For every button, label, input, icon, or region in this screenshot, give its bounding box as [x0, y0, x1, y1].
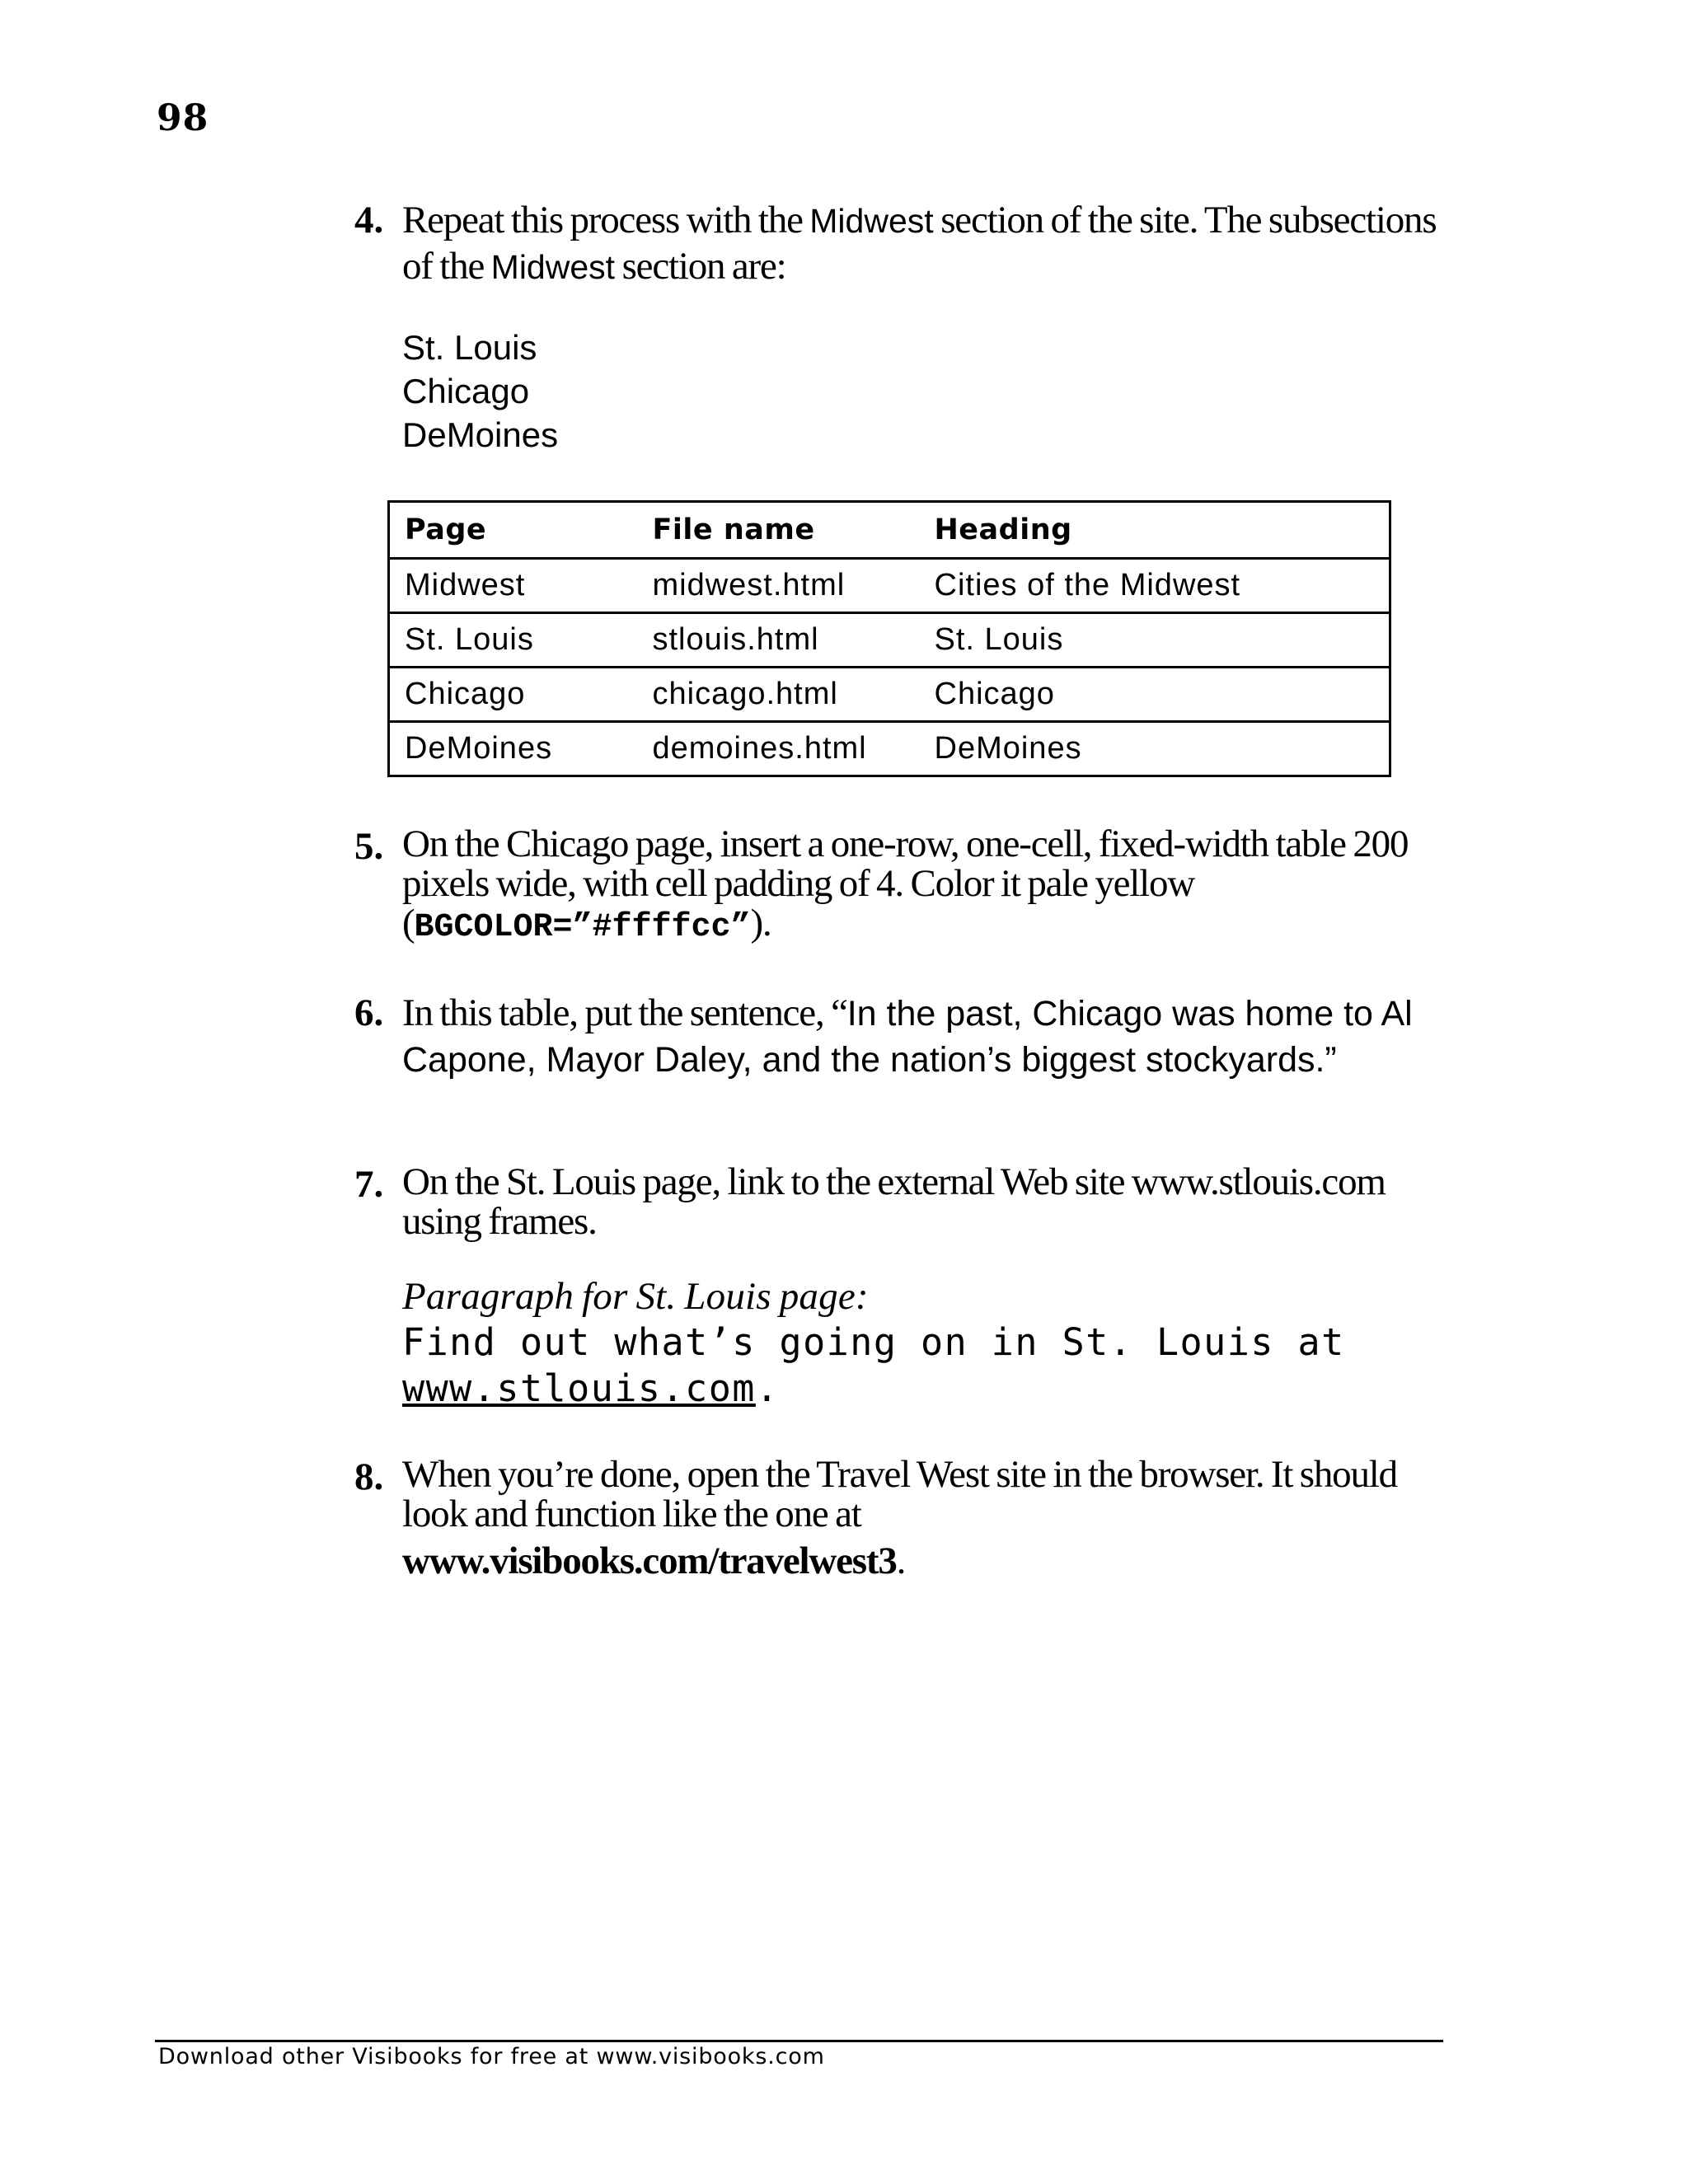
- table-cell: stlouis.html: [638, 613, 920, 668]
- table-header-row: [389, 502, 1390, 559]
- step-text: [402, 1455, 1451, 1534]
- page-number: 98: [157, 97, 209, 139]
- bgcolor-code: BGCOLOR=”#ffffcc”: [414, 909, 751, 946]
- step-text-part: .: [896, 1540, 906, 1582]
- step-text-part: section are:: [615, 245, 786, 288]
- table-cell: St. Louis: [389, 613, 638, 668]
- paragraph-text: [402, 1319, 1451, 1412]
- subsection-item: DeMoines: [402, 415, 559, 454]
- step-number: 7.: [354, 1163, 384, 1206]
- step-5: [354, 824, 1451, 948]
- table-cell: St. Louis: [920, 613, 1390, 668]
- table-cell: midwest.html: [638, 559, 920, 613]
- section-name: Midwest: [490, 248, 616, 286]
- footer-divider: [155, 2040, 1443, 2042]
- table-cell: chicago.html: [638, 668, 920, 722]
- step-number: 4.: [354, 199, 384, 241]
- table-cell: Midwest: [389, 559, 638, 613]
- step-text-part: When you’re done, open the Travel West site in the browser. It should look and function like the one at: [402, 1453, 1397, 1535]
- travelwest-url[interactable]: www.visibooks.com/travelwest3: [402, 1540, 897, 1582]
- pages-table: [387, 500, 1391, 777]
- step-text-part: On the Chicago page, insert a one-row, one-cell, fixed-width table 200 pixels wide, with cell padding of 4. Color it pale yellow (: [402, 823, 1409, 944]
- stlouis-link[interactable]: www.stlouis.com: [402, 1366, 756, 1410]
- table-row: [389, 722, 1390, 776]
- step-number: 8.: [354, 1455, 384, 1498]
- chicago-sentence: In the past, Chicago was home to Al Capone, Mayor Daley, and the nation’s biggest stockyards.”: [402, 994, 1413, 1080]
- table-cell: Chicago: [920, 668, 1390, 722]
- footer-text: Download other Visibooks for free at www.visibooks.com: [158, 2044, 825, 2069]
- subsection-item: St. Louis: [402, 328, 537, 367]
- step-text-part: Repeat this process with the: [402, 199, 810, 241]
- step-4: [354, 198, 1451, 290]
- table-row: [389, 559, 1390, 613]
- step-text: [402, 198, 1451, 290]
- subsection-item: Chicago: [402, 372, 530, 410]
- table-cell: demoines.html: [638, 722, 920, 776]
- step-6: [354, 991, 1451, 1083]
- step-text: [402, 824, 1451, 948]
- table-cell: DeMoines: [389, 722, 638, 776]
- step-7: [354, 1162, 1451, 1412]
- paragraph-text-part: Find out what’s going on in St. Louis at: [402, 1320, 1345, 1364]
- paragraph-label: Paragraph for St. Louis page:: [402, 1275, 869, 1318]
- table-header-cell: Heading: [920, 502, 1390, 559]
- step-text: [402, 1162, 1451, 1241]
- step-text: [402, 991, 1451, 1083]
- travelwest-url-line: [402, 1539, 1451, 1584]
- table-header-cell: File name: [638, 502, 920, 559]
- paragraph-text-part: .: [755, 1366, 780, 1410]
- step-number: 6.: [354, 991, 384, 1034]
- table-cell: DeMoines: [920, 722, 1390, 776]
- table-cell: Cities of the Midwest: [920, 559, 1390, 613]
- table-row: [389, 668, 1390, 722]
- step-number: 5.: [354, 825, 384, 868]
- subsection-list: [402, 326, 558, 457]
- section-name: Midwest: [809, 202, 934, 240]
- step-text-part: On the St. Louis page, link to the external Web site www.stlouis.com using frames.: [402, 1160, 1386, 1243]
- step-text-part: ).: [750, 902, 771, 944]
- step-text-part: section of the site. The subsections of the: [402, 199, 1437, 288]
- step-8: [354, 1455, 1451, 1584]
- table-header-cell: Page: [389, 502, 638, 559]
- step-text-part: In this table, put the sentence, “: [402, 991, 847, 1034]
- table-row: [389, 613, 1390, 668]
- table-cell: Chicago: [389, 668, 638, 722]
